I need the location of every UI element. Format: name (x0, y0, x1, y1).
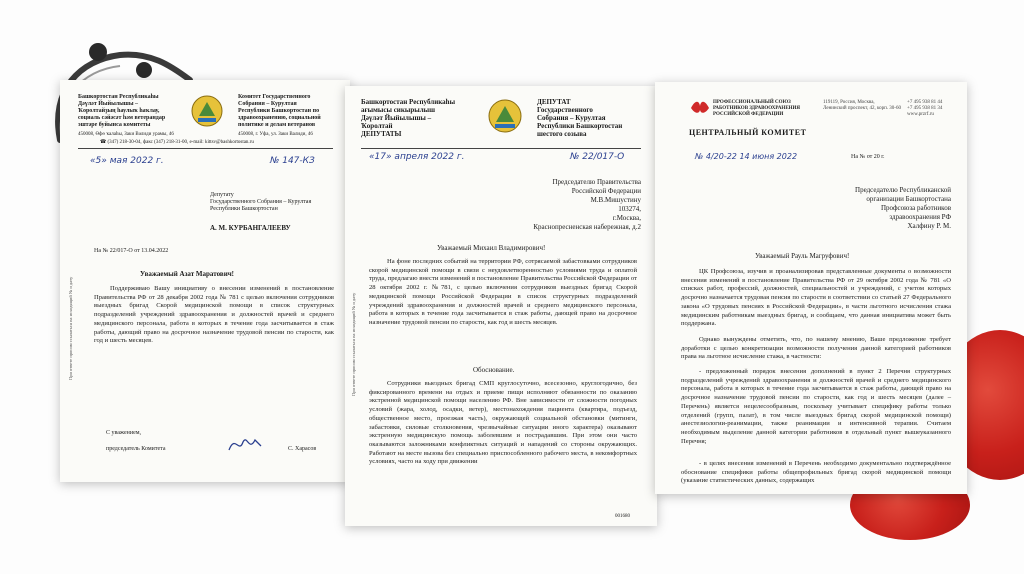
letter2-header-right-line: Республики Башкортостан (537, 122, 623, 131)
letter1-header-right-line: Республики Башкортостан по (238, 107, 320, 114)
letter3-org-name (713, 100, 800, 117)
letter1-address-left: 450008, Өфө ҡалаһы, Заки Вәлиди урамы, 46 (78, 132, 174, 137)
letter2-header-right-line: Собрания – Курултая (537, 114, 606, 123)
letter2-addressee-line: Краснопресненская набережная, д.2 (533, 223, 641, 232)
letter2-header-left-line: ДЕПУТАТЫ (361, 130, 402, 139)
letter1-address-right: 450008, г. Уфа, ул. Заки Валиди, 46 (238, 132, 313, 137)
letter2-header-left-line: Башкортостан Республикаһы (361, 98, 456, 106)
bashkortostan-emblem (190, 92, 224, 130)
letter1-header-right-line: здравоохранению, социальной (238, 114, 321, 121)
letter3-org-phone-line: +7 495 938 81 34 (907, 105, 943, 111)
letter3-org-address-line: Ленинский проспект, 42, корп. 30-60 (823, 105, 901, 111)
letter1-signer-name: С. Харасов (288, 446, 317, 452)
letter2-header-left-line: ағымысы сикырылыш (361, 106, 435, 115)
letter3-salutation: Уважаемый Рауль Магруфович! (755, 252, 850, 260)
letter3-org-phone-line: +7 495 938 81 44 (907, 100, 943, 105)
letter3-body-point2: - в целях внесения изменений в Перечень необходимо документально подтверждённое обоснование специфики работы общепрофильных бригад скорой медицинской помощи (указание статистических данных, содержащих (681, 460, 951, 485)
letter2-addressee-line: М.В.Мишустину (590, 196, 641, 205)
letter3-org-name-line: РАБОТНИКОВ ЗДРАВООХРАНЕНИЯ (713, 105, 801, 111)
letter3-body-point1: - предложенный порядок внесения дополнений в пункт 2 Перечня структурных подразделений учреждений здравоохранения и должностей врачей и среднего медицинского персонала, работа в которых в течение года засчитывается в стаж работы, дающей право на досрочное назначение трудовой пенсии по старости, как год и шесть месяцев (далее – Перечень) является нецелесообразным, поскольку учитывает специфику работы только отделений (групп, палат), в том числе выездных бригад скорой медицинской помощи) анестезиологии-реанимации, также реанимации и интенсивной терапии. Считаем необходимым выделение данной категории работников в отдельный пункт вышеуказанного Перечня; (681, 368, 951, 445)
letter3-addressee-line: организации Башкортостана (866, 195, 951, 204)
letter1-header-left-line: Ҡоролтайҙың һаулыҡ һаҡлау, (78, 107, 160, 114)
letter2-header-left-line: Дәүләт Йыйылышы – (361, 114, 432, 123)
letter-trade-union (655, 82, 967, 494)
letter3-org-name-line: ПРОФЕССИОНАЛЬНЫЙ СОЮЗ (713, 100, 791, 105)
letter3-date: № 4/20-22 14 июня 2022 (695, 152, 798, 161)
letter1-addressee (210, 192, 311, 213)
letter1-header-left (78, 94, 165, 128)
letter-committee (60, 80, 350, 482)
trade-union-logo (689, 100, 711, 116)
letter2-header-right-line: шестого созыва (537, 130, 587, 139)
letter2-header-rule (361, 148, 641, 149)
letter3-body-review: ЦК Профсоюза, изучив и проанализировав представленные документы о возможности внесения изменений в постановление Правительства РФ от 29 октября 2002 года № 781 «О списках работ, профессий, должностей, специальностей и учреждений, с учетом которых досрочно назначается трудовая пенсия по старости в соответствии со статьей 27 Федерального закона «О трудовых пенсиях в Российской Федерации», в части льготного исчисления стажа медицинским работникам выездных бригад, и сообщаем, что данная инициатива может быть поддержана. (681, 268, 951, 328)
letter1-header-left-line: социаль сәйәсәт һәм ветерандар (78, 114, 166, 121)
letter1-signer-role: председатель Комитета (106, 446, 166, 452)
letter3-body-remark: Однако вынуждены отметить, что, по нашему мнению, Ваше предложение требует доработки с целью конкретизации возможности получения данной категорией работников права на льготное исчисление стажа, в частности: (681, 336, 951, 361)
letter2-addressee (533, 178, 641, 233)
letter1-header-right-line: Комитет Государственного (238, 94, 311, 100)
letter3-org-phone-line: www.przrf.ru (907, 111, 934, 117)
letter1-addressee-line: Депутату (210, 192, 234, 198)
letter-deputy (345, 86, 657, 526)
letter1-header-left-line: Башкортостан Республикаһы (78, 94, 159, 100)
letter3-addressee-line: Председателю Республиканской (855, 186, 951, 194)
letter3-org-address (823, 100, 901, 112)
letter1-header-left-line: эштәре буйынса комитеты (78, 121, 151, 128)
letter2-doc-number: 001680 (615, 514, 630, 519)
letter1-header-rule (78, 148, 333, 149)
letter2-header-right-line: Государственного (537, 106, 593, 115)
letter2-section-title: Обоснование. (473, 366, 515, 374)
letter3-number-label: На № от 20 г. (851, 154, 885, 160)
letter1-header-right (238, 94, 321, 128)
letter2-body-intro: На фоне последних событий на территории РФ, сотрясаемой забастовками сотрудников скорой медицинской помощи в связи с неудовлетворенностью условиями труда и оплатой труда, предлагаю внести изменений в постановление Правительства Российской Федерации от 28 октября 2002 г. №781, с целью включения сотрудников выездных бригад Скорой медицинской помощи Российской Федерации в список структурных подразделений учреждений здравоохранения и должностей врачей и среднего медицинского персонала, работа в которых в течение года засчитывается в стаж работы, дающей право на досрочное назначение трудовой пенсии по старости, как год и шесть месяцев. (369, 258, 637, 326)
letter1-addressee-name: А. М. КУРБАНГАЛЕЕВУ (210, 224, 291, 232)
letter1-salutation: Уважаемый Азат Маратович! (140, 270, 235, 278)
letter1-body: Поддерживаю Вашу инициативу о внесении изменений в постановление Правительства РФ от 28 декабря 2002 года № 781 с целью включения сотрудников выездных бригад Скорой медицинской помощи в список структурных подразделений учреждений здравоохранения и должностей врачей и среднего медицинского персонала, работа в которых в течение года засчитывается в стаж работы, дающий право на досрочное назначение трудовой пенсии по старости, как год и шесть месяцев. (94, 285, 334, 345)
letter3-org-name-line: РОССИЙСКОЙ ФЕДЕРАЦИИ (713, 111, 784, 117)
letter2-header-left-line: Ҡоролтай (361, 122, 393, 131)
letter1-number: № 147-КЗ (270, 156, 315, 166)
letter2-addressee-line: 103274, (618, 205, 641, 214)
bashkortostan-emblem (487, 96, 523, 136)
letter1-date: «5» мая 2022 г. (90, 156, 164, 166)
letter3-addressee-line: Халфину Р. М. (907, 222, 951, 231)
letter2-number: № 22/017-О (570, 152, 625, 162)
letter3-org-phones (907, 100, 942, 117)
letter3-committee-title: ЦЕНТРАЛЬНЫЙ КОМИТЕТ (689, 128, 807, 137)
letter3-addressee-line: здравоохранения РФ (889, 213, 951, 222)
letter2-side-note: При ответе просим ссылаться на исходящий № и дату (351, 292, 356, 396)
letter3-org-address-line: 119119, Россия, Москва, (823, 100, 875, 105)
letter1-closing: С уважением, (106, 430, 142, 436)
letter1-header-left-line: Дәүләт Йыйылышы – (78, 100, 139, 107)
letter1-header-right-line: политике и делам ветеранов (238, 121, 316, 128)
letter1-side-note: При ответе просим ссылаться на исходящий № и дату (68, 276, 73, 380)
letter2-salutation: Уважаемый Михаил Владимирович! (437, 244, 546, 252)
letter1-header-right-line: Собрания – Курултая (238, 100, 297, 107)
letter3-addressee (855, 186, 951, 231)
letter1-addressee-line: Республики Башкортостан (210, 205, 278, 212)
letter2-addressee-line: г.Москва, (612, 214, 641, 223)
letter1-addressee-line: Государственного Собрания – Курултая (210, 198, 312, 205)
letter2-addressee-line: Российской Федерации (571, 187, 641, 196)
letter2-body-justification: Сотрудники выездных бригад СМП круглосуточно, всесезонно, круглогодично, без фиксированного времени на отдых и приеме пищи исполняют обязанности по оказанию экстренной медицинской помощи населению РФ. Вне зависимости от сложности погодных условий (жара, холод, осадки, ветер), местонахождения пациента (квартира, подъезд, общественное место, проезжая часть), окружающей социальной обстановки (митинги, забастовки, силовые столкновения, чрезвычайные ситуации иного характера) оказывают экстренную медицинскую помощь заболевшим и пострадавшим. При этом они часто оказываются заложниками конфликтных ситуаций и нападений со стороны окружающих. Работают на месте вызова без специально приспособленного рабочего места, в некомфортных условиях, часто на ходу при движении (369, 380, 637, 466)
letter2-date: «17» апреля 2022 г. (369, 152, 465, 162)
letter2-addressee-line: Председателю Правительства (552, 178, 641, 186)
letter2-header-right-line: ДЕПУТАТ (537, 98, 571, 106)
letter3-addressee-line: Профсоюза работников (880, 204, 951, 213)
letter1-reference: На № 22/017-О от 13.04.2022 (94, 248, 169, 254)
letter1-contacts: ☎ (347) 218-30-04, факс (347) 218-31-00, e-mail: kittsv@bashkortostan.ru (100, 140, 254, 145)
letter2-header-right (537, 98, 622, 138)
letter2-header-left (361, 98, 455, 138)
letter1-signature (225, 432, 265, 456)
